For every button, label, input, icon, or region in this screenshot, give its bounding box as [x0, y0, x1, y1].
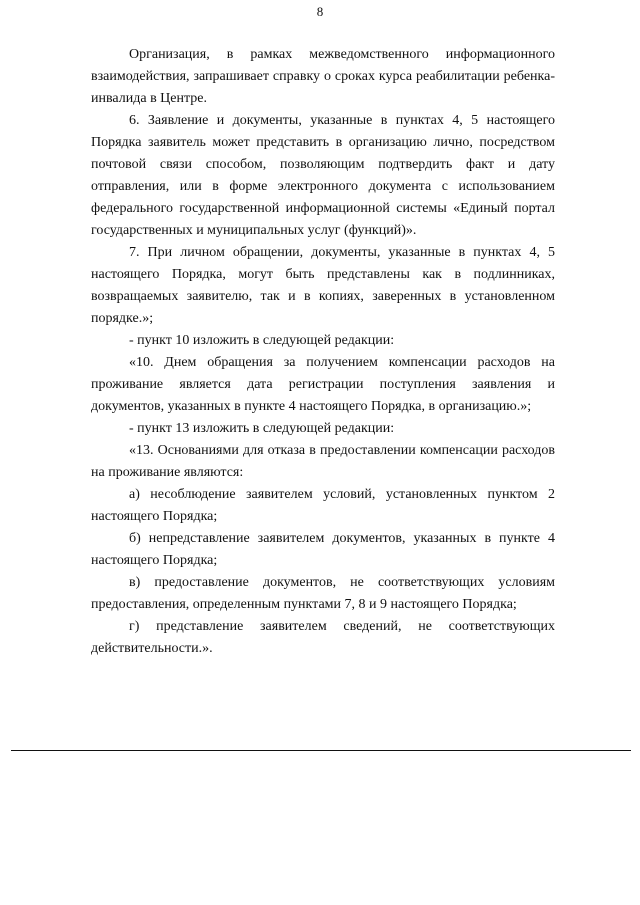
paragraph-subitem-b: б) непредставление заявителем документов, указанных в пункте 4 настоящего Порядка;: [91, 531, 555, 568]
paragraph-amend-point-10: - пункт 10 изложить в следующей редакции:: [129, 333, 395, 348]
page-number: 8: [316, 4, 324, 19]
document-body: [91, 44, 555, 660]
paragraph-point-13-text: «13. Основаниями для отказа в предоставлении компенсации расходов на проживание являются:: [91, 443, 555, 480]
paragraph-subitem-v: в) предоставление документов, не соответствующих условиям предоставления, определенным пунктами 7, 8 и 9 настоящего Порядка;: [91, 575, 555, 612]
paragraph-intro-organization: Организация, в рамках межведомственного информационного взаимодействия, запрашивает справку о сроках курса реабилитации ребенка-инвалида в Центре.: [91, 47, 555, 106]
paragraph-amend-point-13: - пункт 13 изложить в следующей редакции:: [129, 421, 395, 436]
paragraph-item-7: 7. При личном обращении, документы, указанные в пунктах 4, 5 настоящего Порядка, могут быть представлены как в подлинниках, возвращаемых заявителю, так и в копиях, заверенных в установленном порядке.»;: [91, 245, 555, 326]
paragraph-item-6: 6. Заявление и документы, указанные в пунктах 4, 5 настоящего Порядка заявитель может представить в организацию лично, посредством почтовой связи способом, позволяющим подтвердить факт и дату отправления, или в форме электронного документа с использованием федерального государственной информационной системы «Единый портал государственных и муниципальных услуг (функций)».: [91, 113, 555, 238]
paragraph-subitem-g: г) представление заявителем сведений, не соответствующих действительности.».: [91, 619, 555, 656]
paragraph-point-10-text: «10. Днем обращения за получением компенсации расходов на проживание является дата регистрации поступления заявления и документов, указанных в пункте 4 настоящего Порядка, в организацию.»;: [91, 355, 555, 414]
footer-divider-line: [11, 750, 631, 751]
paragraph-subitem-a: а) несоблюдение заявителем условий, установленных пунктом 2 настоящего Порядка;: [91, 487, 555, 524]
